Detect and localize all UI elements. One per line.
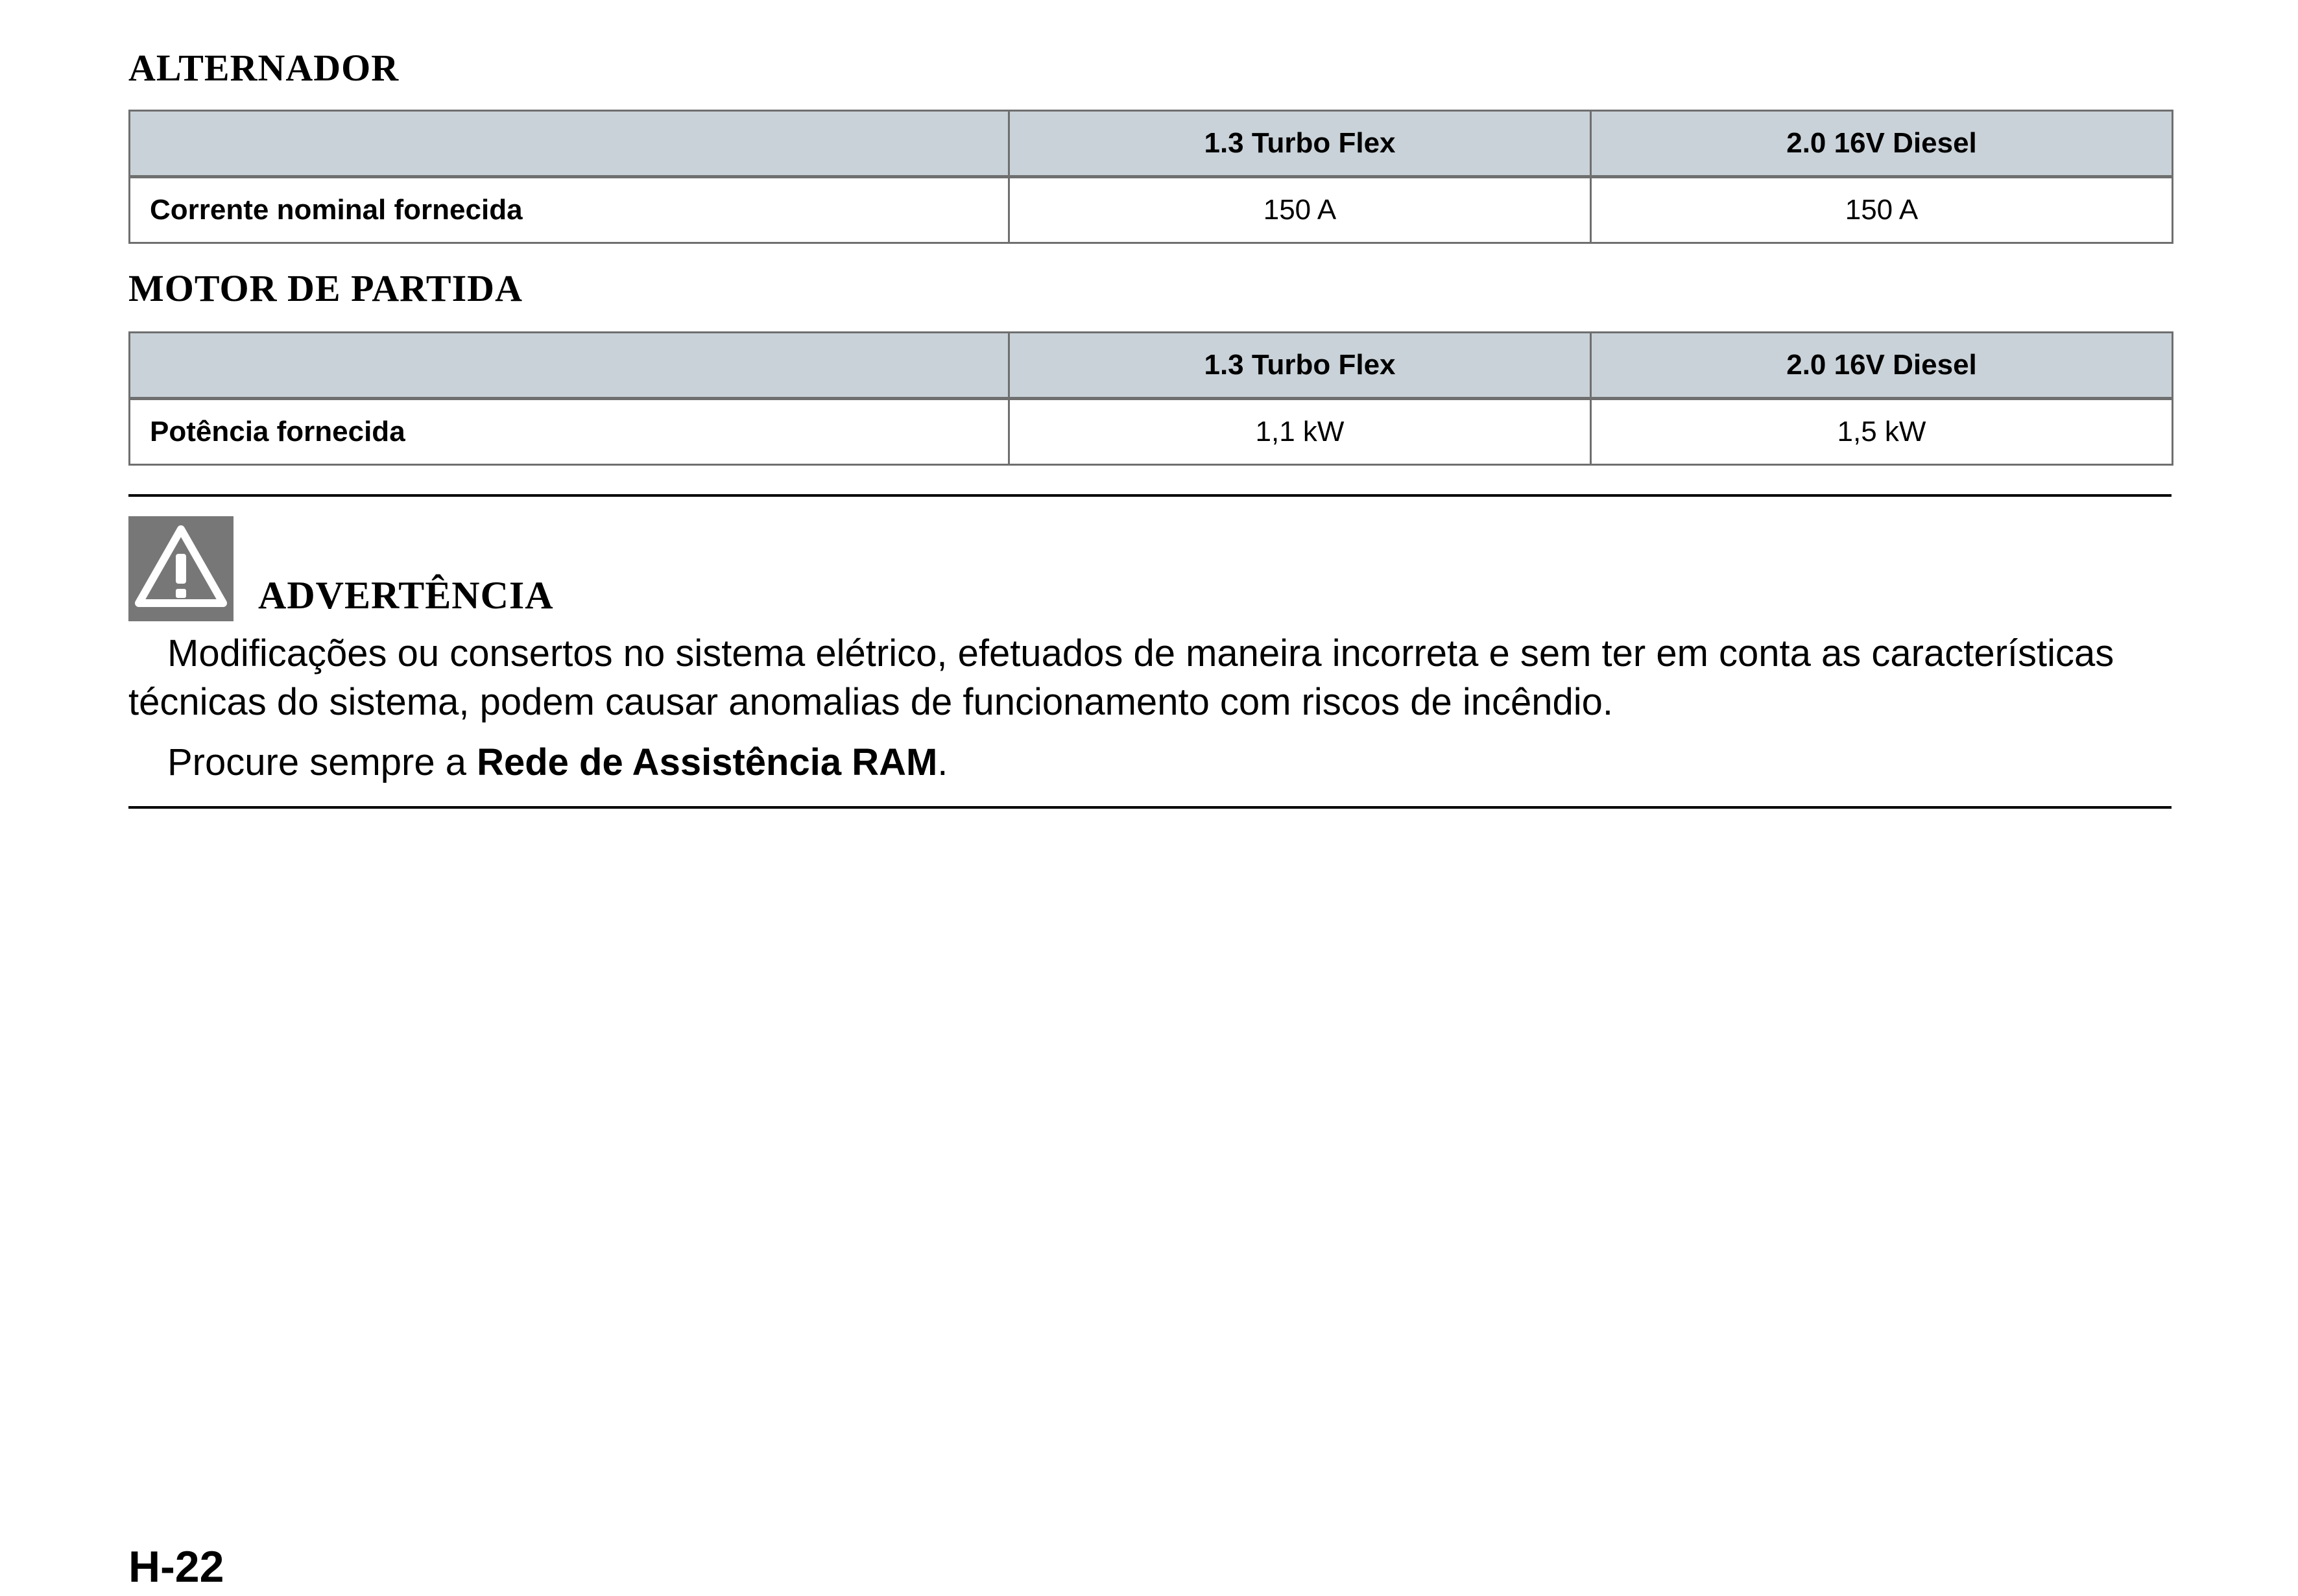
row-label: Corrente nominal fornecida [130,177,1009,243]
table-header-empty [130,111,1009,177]
page-number: H-22 [128,1542,224,1591]
warning-top-divider [128,494,2172,497]
recommendation-prefix: Procure sempre a [167,741,477,783]
table-row [130,177,2173,243]
warning-bottom-divider [128,806,2172,809]
warning-title: ADVERTÊNCIA [258,574,554,617]
warning-triangle-icon [128,516,233,621]
table-cell: 1,1 kW [1009,399,1591,465]
warning-recommendation [128,738,2172,787]
table-header-diesel: 2.0 16V Diesel [1591,333,2173,399]
table-cell: 150 A [1009,177,1591,243]
row-label: Potência fornecida [130,399,1009,465]
table-header-diesel: 2.0 16V Diesel [1591,111,2173,177]
motor-partida-title: MOTOR DE PARTIDA [128,267,523,309]
warning-text: Modificações ou consertos no sistema elétrico, efetuados de maneira incorreta e sem ter em conta as características técnicas do sistema, podem causar anomalias de funcionamento com riscos de incêndio. [128,632,2114,723]
table-cell: 1,5 kW [1591,399,2173,465]
table-header-empty [130,333,1009,399]
assistance-network-name: Rede de Assistência RAM [477,741,938,783]
table-header-turbo-flex: 1.3 Turbo Flex [1009,333,1591,399]
alternador-title: ALTERNADOR [128,47,400,89]
recommendation-suffix: . [937,741,948,783]
table-header-row [130,111,2173,177]
table-header-row [130,333,2173,399]
alternador-table [128,110,2173,244]
table-cell: 150 A [1591,177,2173,243]
table-header-turbo-flex: 1.3 Turbo Flex [1009,111,1591,177]
motor-partida-table [128,331,2173,466]
table-row [130,399,2173,465]
